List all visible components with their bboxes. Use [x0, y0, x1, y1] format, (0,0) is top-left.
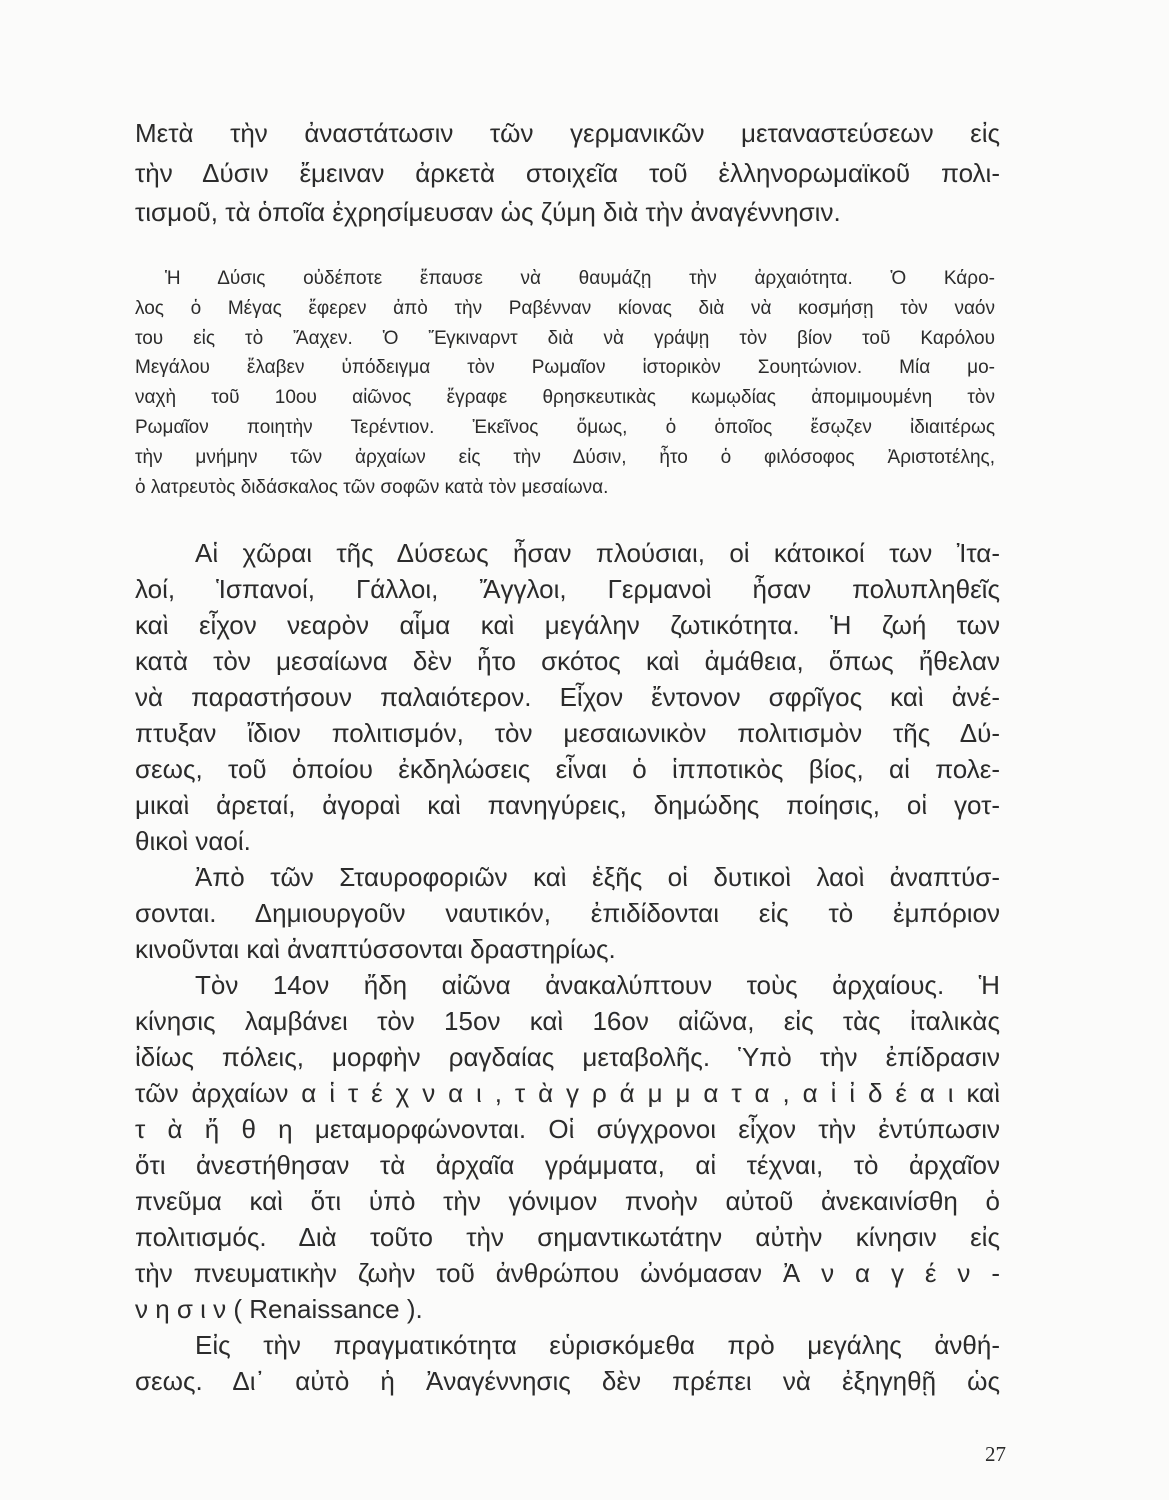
text-line: τ ὰ ἤ θ η μεταμορφώνονται. Οἱ σύγχρονοι εἶχον τὴν ἐντύπωσιν	[135, 1114, 1000, 1144]
text-line: κατὰ τὸν μεσαίωνα δὲν ἦτο σκότος καὶ ἀμάθεια, ὅπως ἤθελαν	[135, 646, 1000, 676]
text-line: Μεγάλου ἔλαβεν ὑπόδειγμα τὸν Ρωμαῖον ἱστορικὸν Σουητώνιον. Μία μο-	[135, 357, 995, 379]
text-line: σεως. Δι᾽ αὐτὸ ἡ Ἀναγέννησις δὲν πρέπει νὰ ἐξηγηθῇ ὡς	[135, 1366, 1000, 1396]
text-line: ναχὴ τοῦ 10ου αἰῶνος ἔγραφε θρησκευτικὰς κωμῳδίας ἀπομιμουμένη τὸν	[135, 387, 995, 409]
text-line: θικοὶ ναοί.	[135, 826, 251, 856]
text-line: τῶν ἀρχαίων α ἱ τ έ χ ν α ι , τ ὰ γ ρ ά μ μ α τ α , α ἱ ἰ δ έ α ι καὶ	[135, 1078, 1000, 1108]
text-line: τὴν μνήμην τῶν ἀρχαίων εἰς τὴν Δύσιν, ἦτο ὁ φιλόσοφος Ἀριστοτέλης,	[135, 446, 995, 468]
text-line: ὅτι ἀνεστήθησαν τὰ ἀρχαῖα γράμματα, αἱ τέχναι, τὸ ἀρχαῖον	[135, 1150, 1000, 1180]
text-line: Τὸν 14ον ἤδη αἰῶνα ἀνακαλύπτουν τοὺς ἀρχαίους. Ἡ	[195, 970, 1000, 1000]
text-line: μικαὶ ἀρεταί, ἀγοραὶ καὶ πανηγύρεις, δημώδης ποίησις, οἱ γοτ-	[135, 790, 1000, 820]
text-line: τισμοῦ, τὰ ὁποῖα ἐχρησίμευσαν ὡς ζύμη διὰ τὴν ἀναγέννησιν.	[135, 197, 841, 227]
main-text	[135, 535, 1000, 1399]
page-number: 27	[985, 1442, 1006, 1466]
text-line: Εἰς τὴν πραγματικότητα εὑρισκόμεθα πρὸ μεγάλης ἀνθή-	[195, 1330, 1000, 1360]
text-line: πνεῦμα καὶ ὅτι ὑπὸ τὴν γόνιμον πνοὴν αὐτοῦ ἀνεκαινίσθη ὁ	[135, 1186, 1000, 1216]
text-line: πολιτισμός. Διὰ τοῦτο τὴν σημαντικωτάτην αὐτὴν κίνησιν εἰς	[135, 1222, 1000, 1252]
text-line: σεως, τοῦ ὁποίου ἐκδηλώσεις εἶναι ὁ ἱπποτικὸς βίος, αἱ πολε-	[135, 754, 1000, 784]
text-line: ἰδίως πόλεις, μορφὴν ραγδαίας μεταβολῆς. Ὑπὸ τὴν ἐπίδρασιν	[135, 1042, 1000, 1072]
text-line: πτυξαν ἴδιον πολιτισμόν, τὸν μεσαιωνικὸν πολιτισμὸν τῆς Δύ-	[135, 718, 1000, 748]
text-line: Ρωμαῖον ποιητὴν Τερέντιον. Ἐκεῖνος ὅμως, ὁ ὁποῖος ἔσῳζεν ἰδιαιτέρως	[135, 416, 995, 438]
text-line: τὴν πνευματικὴν ζωὴν τοῦ ἀνθρώπου ὠνόμασαν Ἀ ν α γ έ ν -	[135, 1258, 1000, 1288]
text-line: τὴν Δύσιν ἔμειναν ἀρκετὰ στοιχεῖα τοῦ ἑλληνορωμαϊκοῦ πολι-	[135, 157, 1000, 188]
text-line: σονται. Δημιουργοῦν ναυτικόν, ἐπιδίδονται εἰς τὸ ἐμπόριον	[135, 898, 1000, 928]
text-line: Ἡ Δύσις οὐδέποτε ἔπαυσε νὰ θαυμάζῃ τὴν ἀρχαιότητα. Ὁ Κάρο-	[165, 268, 995, 289]
small-print-paragraph	[135, 264, 995, 502]
text-line: λος ὁ Μέγας ἔφερεν ἀπὸ τὴν Ραβένναν κίονας διὰ νὰ κοσμήσῃ τὸν ναόν	[135, 297, 995, 319]
text-line: Μετὰ τὴν ἀναστάτωσιν τῶν γερμανικῶν μεταναστεύσεων εἰς	[135, 118, 1000, 148]
text-line: ὁ λατρευτὸς διδάσκαλος τῶν σοφῶν κατὰ τὸν μεσαίωνα.	[135, 476, 609, 498]
text-line: λοί, Ἱσπανοί, Γάλλοι, Ἄγγλοι, Γερμανοὶ ἦσαν πολυπληθεῖς	[135, 574, 1000, 604]
intro-paragraph	[135, 114, 1000, 233]
text-line: Ἀπὸ τῶν Σταυροφοριῶν καὶ ἑξῆς οἱ δυτικοὶ λαοὶ ἀναπτύσ-	[195, 862, 1000, 892]
text-line: νὰ παραστήσουν παλαιότερον. Εἶχον ἔντονον σφρῖγος καὶ ἀνέ-	[135, 682, 1000, 712]
text-line: καὶ εἶχον νεαρὸν αἷμα καὶ μεγάλην ζωτικότητα. Ἡ ζωή των	[135, 610, 1000, 640]
text-line: του εἰς τὸ Ἄαχεν. Ὁ Ἔγκιναρντ διὰ νὰ γράψῃ τὸν βίον τοῦ Καρόλου	[135, 327, 995, 349]
text-line: κινοῦνται καὶ ἀναπτύσσονται δραστηρίως.	[135, 934, 616, 964]
text-line: Αἱ χῶραι τῆς Δύσεως ἦσαν πλούσιαι, οἱ κάτοικοί των Ἰτα-	[195, 538, 1000, 568]
text-line: κίνησις λαμβάνει τὸν 15ον καὶ 16ον αἰῶνα, εἰς τὰς ἰταλικὰς	[135, 1006, 1000, 1036]
text-line: ν η σ ι ν ( Renaissance ).	[135, 1294, 423, 1324]
